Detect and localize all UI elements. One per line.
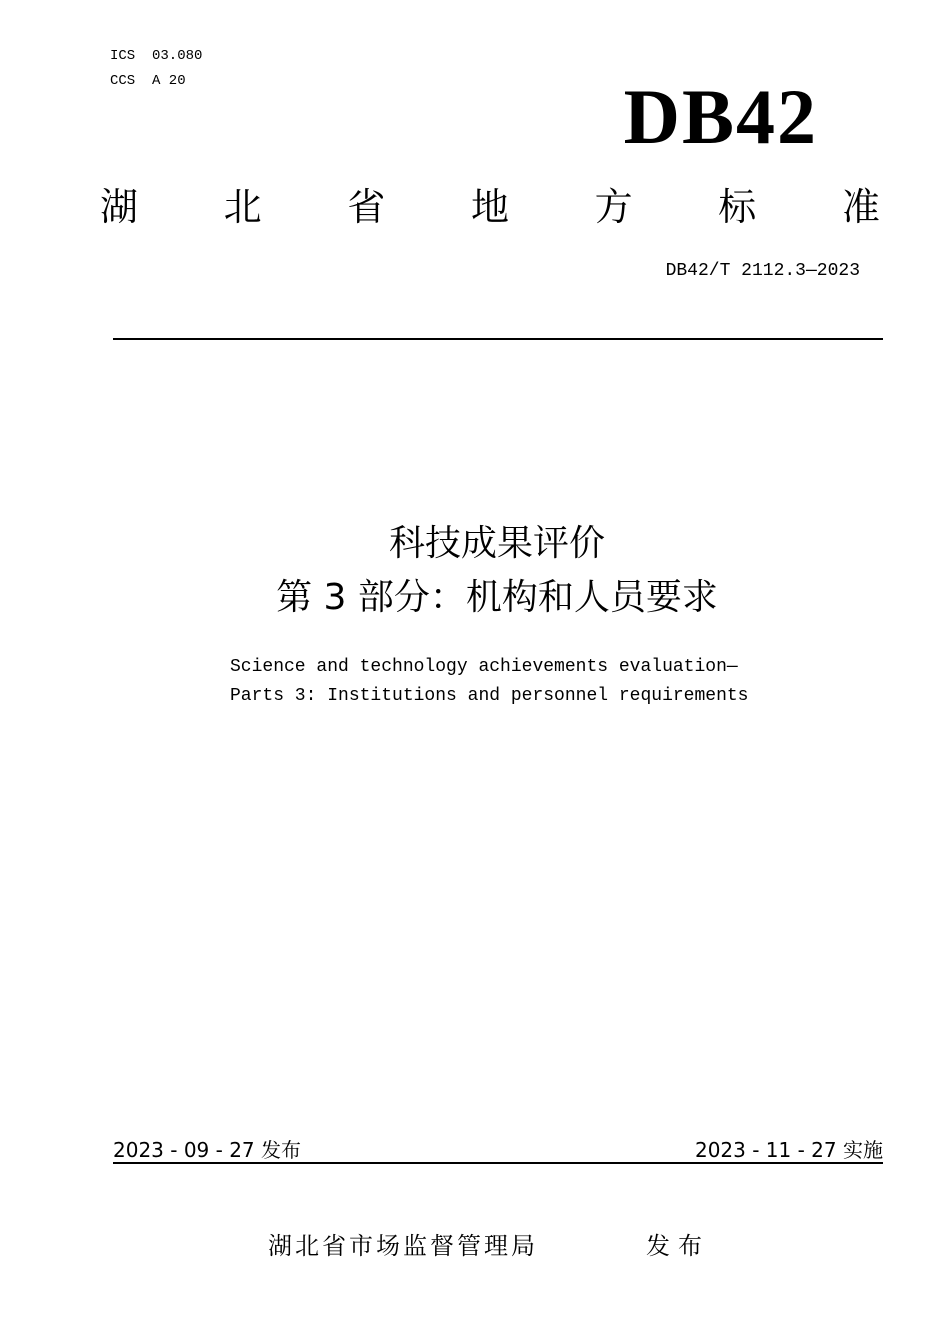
implementation-date: 2023 - 11 - 27 实施 xyxy=(694,1138,883,1162)
title-zh-line2: 第 3 部分：机构和人员要求 xyxy=(276,577,718,618)
title-en-line1: Science and technology achievements evaluation— xyxy=(230,657,738,677)
category-char: 湖 xyxy=(100,185,139,229)
category-char: 省 xyxy=(347,185,386,229)
top-divider xyxy=(113,338,883,340)
issue-date: 2023 - 09 - 27 发布 xyxy=(113,1138,302,1162)
standard-category xyxy=(100,185,880,229)
publish-label: 发布 xyxy=(646,1232,710,1260)
category-char: 北 xyxy=(223,185,262,229)
ccs-code: CCS A 20 xyxy=(110,73,186,89)
bottom-divider xyxy=(113,1162,883,1164)
category-char: 方 xyxy=(594,185,633,229)
ics-code: ICS 03.080 xyxy=(110,48,203,64)
category-char: 标 xyxy=(718,185,757,229)
publisher-name: 湖北省市场监督管理局 xyxy=(268,1232,538,1260)
category-char: 地 xyxy=(470,185,509,229)
title-en-line2: Parts 3: Institutions and personnel requirements xyxy=(230,686,749,706)
standard-number: DB42/T 2112.3—2023 xyxy=(665,261,860,281)
title-zh-line1: 科技成果评价 xyxy=(388,523,605,564)
category-char: 准 xyxy=(841,185,880,229)
standard-code-logo: DB42 xyxy=(623,73,818,160)
